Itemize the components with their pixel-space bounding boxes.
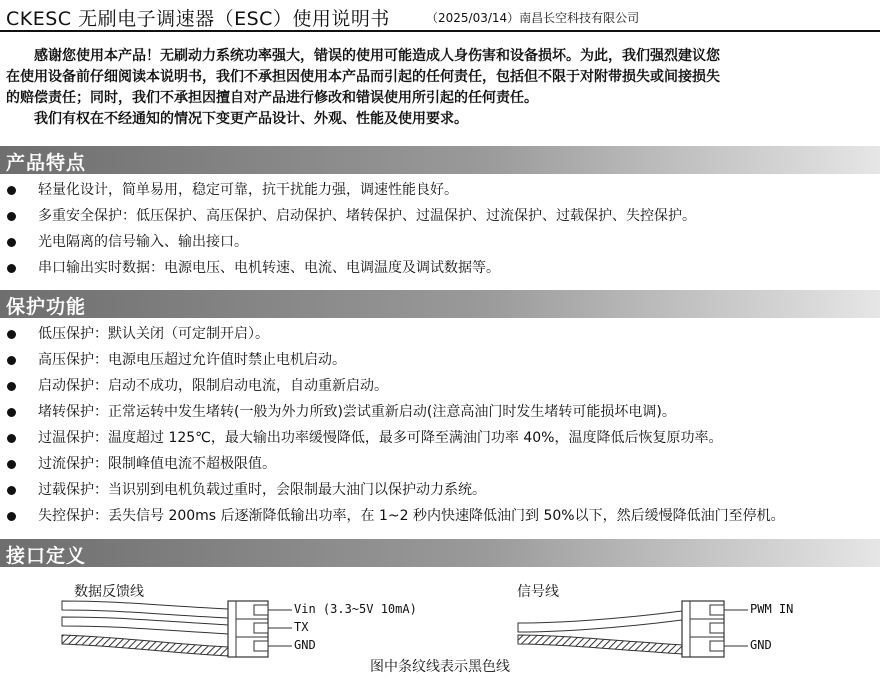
list-item xyxy=(0,347,880,373)
intro-line-3: 的赔偿责任；同时，我们不承担因擅自对产品进行修改和错误使用所引起的任何责任。 xyxy=(6,90,538,106)
list-item-text: 光电隔离的信号输入、输出接口。 xyxy=(38,234,248,250)
bullet-icon xyxy=(7,212,16,221)
signal-cable-caption: 信号线 xyxy=(517,584,559,600)
list-item xyxy=(0,177,880,203)
bullet-icon xyxy=(7,356,16,365)
list-item xyxy=(0,255,880,281)
section-bar xyxy=(0,290,880,318)
list-item-text: 串口输出实时数据：电源电压、电机转速、电流、电调温度及调试数据等。 xyxy=(38,260,500,276)
list-item-text: 过温保护：温度超过 125℃，最大输出功率缓慢降低，最多可降至满油门功率 40%，温度降低后恢复原功率。 xyxy=(38,430,723,446)
section-title-features: 产品特点 xyxy=(6,152,87,174)
section-title-protection: 保护功能 xyxy=(6,296,87,318)
list-item-text: 启动保护：启动不成功，限制启动电流，自动重新启动。 xyxy=(38,378,388,394)
section-header-interface xyxy=(0,539,880,567)
pin-label-pwm-in: PWM IN xyxy=(750,602,794,616)
bullet-icon xyxy=(7,186,16,195)
pin-label-gnd: GND xyxy=(294,638,316,652)
bullet-icon xyxy=(7,512,16,521)
data-cable-caption: 数据反馈线 xyxy=(74,584,144,600)
list-item xyxy=(0,229,880,255)
bullet-icon xyxy=(7,408,16,417)
list-item xyxy=(0,373,880,399)
document-date-company: （2025/03/14）南昌长空科技有限公司 xyxy=(426,11,640,25)
list-item xyxy=(0,399,880,425)
header-rule xyxy=(0,30,880,32)
protection-list xyxy=(0,321,880,529)
signal-cable-icon xyxy=(518,601,748,657)
section-title-interface: 接口定义 xyxy=(6,545,87,567)
intro-line-1: 感谢您使用本产品！无刷动力系统功率强大，错误的使用可能造成人身伤害和设备损坏。为此，我们强烈建议您 xyxy=(34,48,720,64)
section-header-protection xyxy=(0,290,880,318)
bullet-icon xyxy=(7,382,16,391)
list-item xyxy=(0,477,880,503)
section-bar xyxy=(0,539,880,567)
list-item xyxy=(0,451,880,477)
intro-paragraph xyxy=(6,46,874,130)
pin-label-signal-gnd: GND xyxy=(750,638,772,652)
bullet-icon xyxy=(7,486,16,495)
list-item xyxy=(0,503,880,529)
diagram-note: 图中条纹线表示黑色线 xyxy=(370,659,510,675)
list-item xyxy=(0,321,880,347)
list-item-text: 过载保护：当识别到电机负载过重时，会限制最大油门以保护动力系统。 xyxy=(38,482,486,498)
bullet-icon xyxy=(7,330,16,339)
bullet-icon xyxy=(7,434,16,443)
list-item xyxy=(0,425,880,451)
bullet-icon xyxy=(7,264,16,273)
list-item-text: 过流保护：限制峰值电流不超极限值。 xyxy=(38,456,276,472)
list-item-text: 高压保护：电源电压超过允许值时禁止电机启动。 xyxy=(38,352,346,368)
list-item-text: 堵转保护：正常运转中发生堵转(一般为外力所致)尝试重新启动(注意高油门时发生堵转可能损坏电调)。 xyxy=(38,404,676,420)
intro-line-2: 在使用设备前仔细阅读本说明书，我们不承担因使用本产品而引起的任何责任，包括但不限于对附带损失或间接损失 xyxy=(6,69,720,85)
data-cable-icon xyxy=(62,601,292,657)
bullet-icon xyxy=(7,238,16,247)
section-bar xyxy=(0,146,880,174)
features-list xyxy=(0,177,880,281)
document-header xyxy=(0,0,880,33)
list-item-text: 多重安全保护：低压保护、高压保护、启动保护、堵转保护、过温保护、过流保护、过载保护、失控保护。 xyxy=(38,208,696,224)
list-item-text: 失控保护：丢失信号 200ms 后逐渐降低输出功率，在 1~2 秒内快速降低油门到 50%以下，然后缓慢降低油门至停机。 xyxy=(38,508,785,524)
list-item xyxy=(0,203,880,229)
list-item-text: 轻量化设计，简单易用，稳定可靠，抗干扰能力强，调速性能良好。 xyxy=(38,182,458,198)
intro-line-4: 我们有权在不经通知的情况下变更产品设计、外观、性能及使用要求。 xyxy=(34,111,468,127)
pin-label-vin: Vin (3.3~5V 10mA) xyxy=(294,602,417,616)
list-item-text: 低压保护：默认关闭（可定制开启）。 xyxy=(38,326,269,342)
document-title: CKESC 无刷电子调速器（ESC）使用说明书 xyxy=(6,8,390,30)
bullet-icon xyxy=(7,460,16,469)
pin-label-tx: TX xyxy=(294,620,309,634)
section-header-features xyxy=(0,146,880,174)
